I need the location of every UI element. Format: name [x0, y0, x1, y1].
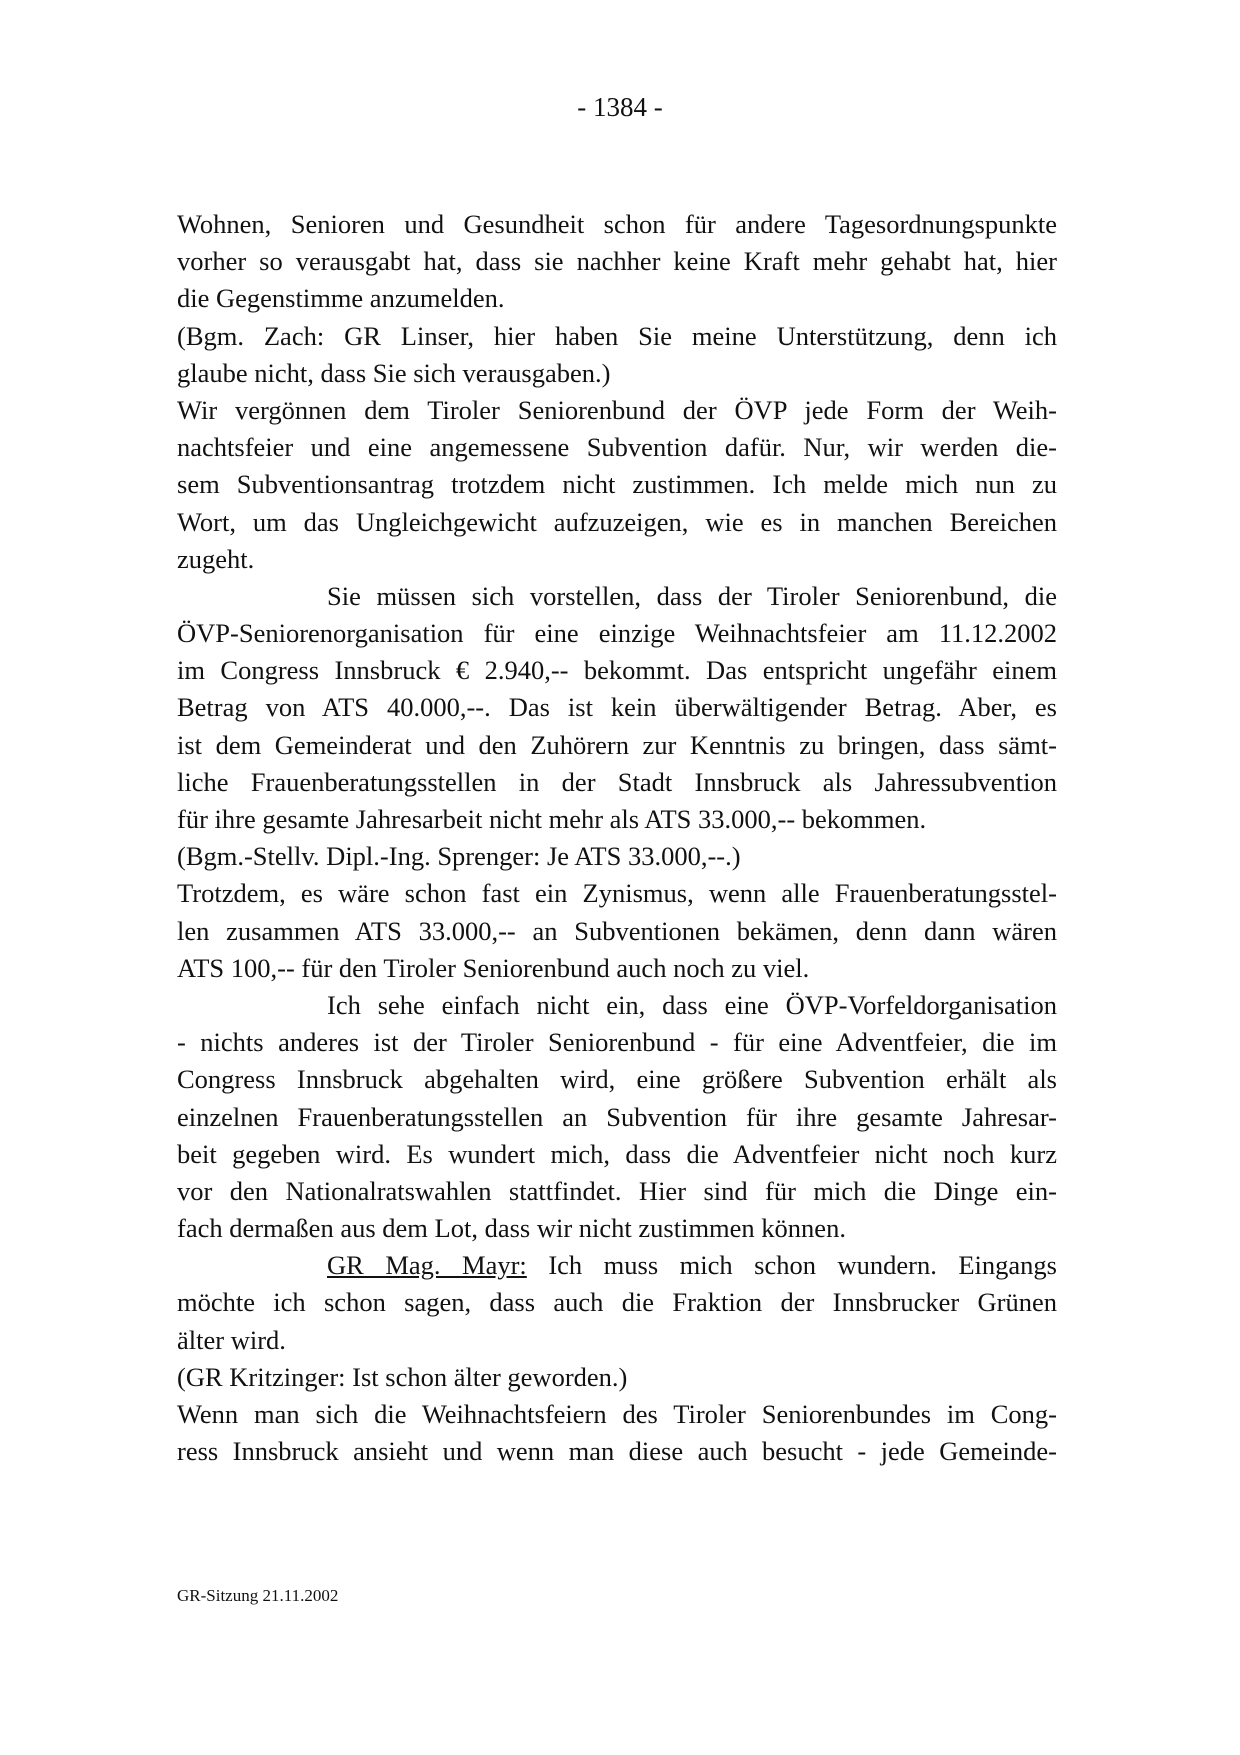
speaker-text: Ich muss mich schon wundern. Eingangs [548, 1250, 1057, 1281]
interjection-line: (GR Kritzinger: Ist schon älter geworden.) [177, 1361, 628, 1392]
text-line: Trotzdem, es wäre schon fast ein Zynismus, wenn alle Frauenberatungsstel- [177, 878, 1057, 909]
text-line: ress Innsbruck ansieht und wenn man diese auch besucht - jede Gemeinde- [177, 1436, 1057, 1467]
text-line: sem Subventionsantrag trotzdem nicht zustimmen. Ich melde mich nun zu [177, 469, 1057, 500]
text-line: ATS 100,-- für den Tiroler Seniorenbund auch noch zu viel. [177, 952, 810, 983]
text-line: vor den Nationalratswahlen stattfindet. Hier sind für mich die Dinge ein- [177, 1175, 1057, 1206]
interjection-line: glaube nicht, dass Sie sich verausgaben.) [177, 357, 611, 388]
text-line: Congress Innsbruck abgehalten wird, eine größere Subvention erhält als [177, 1064, 1057, 1095]
text-line: für ihre gesamte Jahresarbeit nicht mehr als ATS 33.000,-- bekommen. [177, 804, 927, 834]
text-line: - nichts anderes ist der Tiroler Seniorenbund - für eine Adventfeier, die im [177, 1027, 1057, 1058]
text-line: Ich sehe einfach nicht ein, dass eine ÖVP-Vorfeldorganisation [327, 989, 1057, 1020]
interjection-line: (Bgm. Zach: GR Linser, hier haben Sie meine Unterstützung, denn ich [177, 320, 1057, 351]
text-line: ÖVP-Seniorenorganisation für eine einzige Weihnachtsfeier am 11.12.2002 [177, 618, 1057, 649]
text-line: Wort, um das Ungleichgewicht aufzuzeigen, wie es in manchen Bereichen [177, 506, 1057, 537]
text-line: im Congress Innsbruck € 2.940,-- bekommt. Das entspricht ungefähr einem [177, 655, 1057, 686]
text-line: Sie müssen sich vorstellen, dass der Tiroler Seniorenbund, die [327, 580, 1057, 611]
text-line: len zusammen ATS 33.000,-- an Subventionen bekämen, denn dann wären [177, 915, 1057, 946]
text-line: fach dermaßen aus dem Lot, dass wir nicht zustimmen können. [177, 1213, 846, 1244]
text-line: zugeht. [177, 543, 255, 574]
text-line: ist dem Gemeinderat und den Zuhörern zur Kenntnis zu bringen, dass sämt- [177, 729, 1057, 760]
text-line: möchte ich schon sagen, dass auch die Fraktion der Innsbrucker Grünen [177, 1287, 1057, 1318]
speaker-line [177, 1247, 1057, 1284]
text-line: Wohnen, Senioren und Gesundheit schon für andere Tagesordnungspunkte [177, 209, 1057, 239]
text-line: liche Frauenberatungsstellen in der Stadt Innsbruck als Jahressubvention [177, 766, 1057, 797]
text-line: vorher so verausgabt hat, dass sie nachher keine Kraft mehr gehabt hat, hier [177, 246, 1057, 277]
text-line: Betrag von ATS 40.000,--. Das ist kein überwältigender Betrag. Aber, es [177, 692, 1057, 723]
text-line: einzelnen Frauenberatungsstellen an Subvention für ihre gesamte Jahresar- [177, 1101, 1057, 1132]
text-line: beit gegeben wird. Es wundert mich, dass die Adventfeier nicht noch kurz [177, 1138, 1057, 1169]
document-body [177, 206, 1057, 1470]
footer-session-date: GR-Sitzung 21.11.2002 [177, 1586, 339, 1605]
text-line: älter wird. [177, 1324, 286, 1355]
text-line: nachtsfeier und eine angemessene Subvention dafür. Nur, wir werden die- [177, 432, 1057, 463]
speaker-name: GR Mag. Mayr: [327, 1250, 527, 1281]
text-line: Wir vergönnen dem Tiroler Seniorenbund der ÖVP jede Form der Weih- [177, 394, 1057, 425]
text-line: die Gegenstimme anzumelden. [177, 283, 505, 314]
text-line: Wenn man sich die Weihnachtsfeiern des Tiroler Seniorenbundes im Cong- [177, 1399, 1057, 1429]
interjection-line: (Bgm.-Stellv. Dipl.-Ing. Sprenger: Je ATS 33.000,--.) [177, 841, 741, 872]
page-number: - 1384 - [577, 92, 663, 122]
